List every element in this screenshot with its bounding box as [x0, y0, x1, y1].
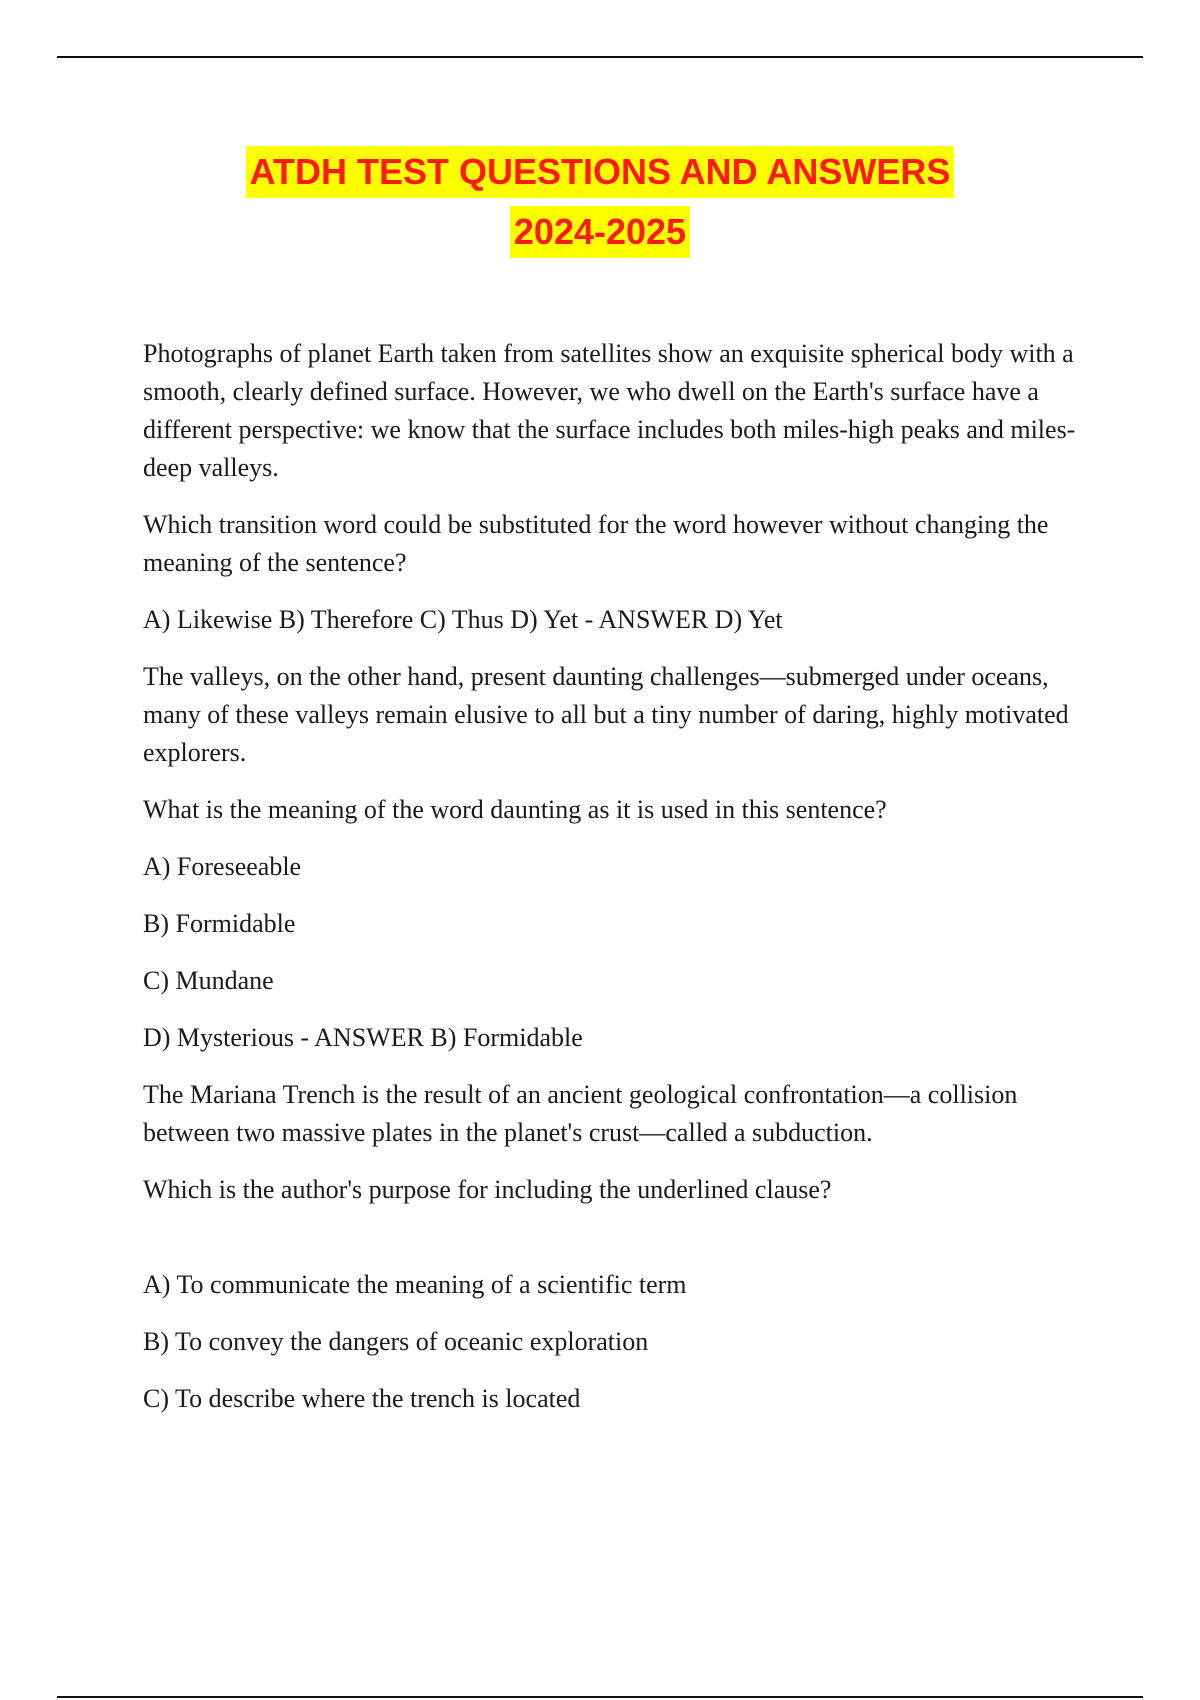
document-title: [0, 142, 1200, 262]
title-line-2: 2024-2025: [510, 206, 690, 258]
answer-options: A) Likewise B) Therefore C) Thus D) Yet - ANSWER D) Yet: [143, 605, 783, 634]
title-line-1: ATDH TEST QUESTIONS AND ANSWERS: [246, 146, 955, 198]
answer-option: B) To convey the dangers of oceanic exploration: [143, 1327, 649, 1356]
top-rule: [57, 56, 1143, 58]
answer-option: A) Foreseeable: [143, 852, 302, 881]
answer-option: C) Mundane: [143, 966, 274, 995]
answer-option: D) Mysterious - ANSWER B) Formidable: [143, 1023, 583, 1052]
document-body: [143, 335, 1093, 1437]
question-text: What is the meaning of the word daunting as it is used in this sentence?: [143, 795, 887, 824]
bottom-rule: [57, 1696, 1143, 1698]
answer-option: A) To communicate the meaning of a scientific term: [143, 1270, 687, 1299]
question-text: Which transition word could be substituted for the word however without changing the meaning of the sentence?: [143, 510, 1049, 577]
passage-paragraph: Photographs of planet Earth taken from satellites show an exquisite spherical body with a smooth, clearly defined surface. However, we who dwell on the Earth's surface have a different perspective: we know that the surface includes both miles-high peaks and miles-deep valleys.: [143, 339, 1076, 482]
passage-paragraph: The Mariana Trench is the result of an ancient geological confrontation—a collision between two massive plates in the planet's crust—called a subduction.: [143, 1080, 1018, 1147]
question-text: Which is the author's purpose for including the underlined clause?: [143, 1175, 832, 1204]
answer-option: B) Formidable: [143, 909, 296, 938]
answer-option: C) To describe where the trench is located: [143, 1384, 581, 1413]
passage-paragraph: The valleys, on the other hand, present daunting challenges—submerged under oceans, many of these valleys remain elusive to all but a tiny number of daring, highly motivated explorers.: [143, 662, 1069, 767]
